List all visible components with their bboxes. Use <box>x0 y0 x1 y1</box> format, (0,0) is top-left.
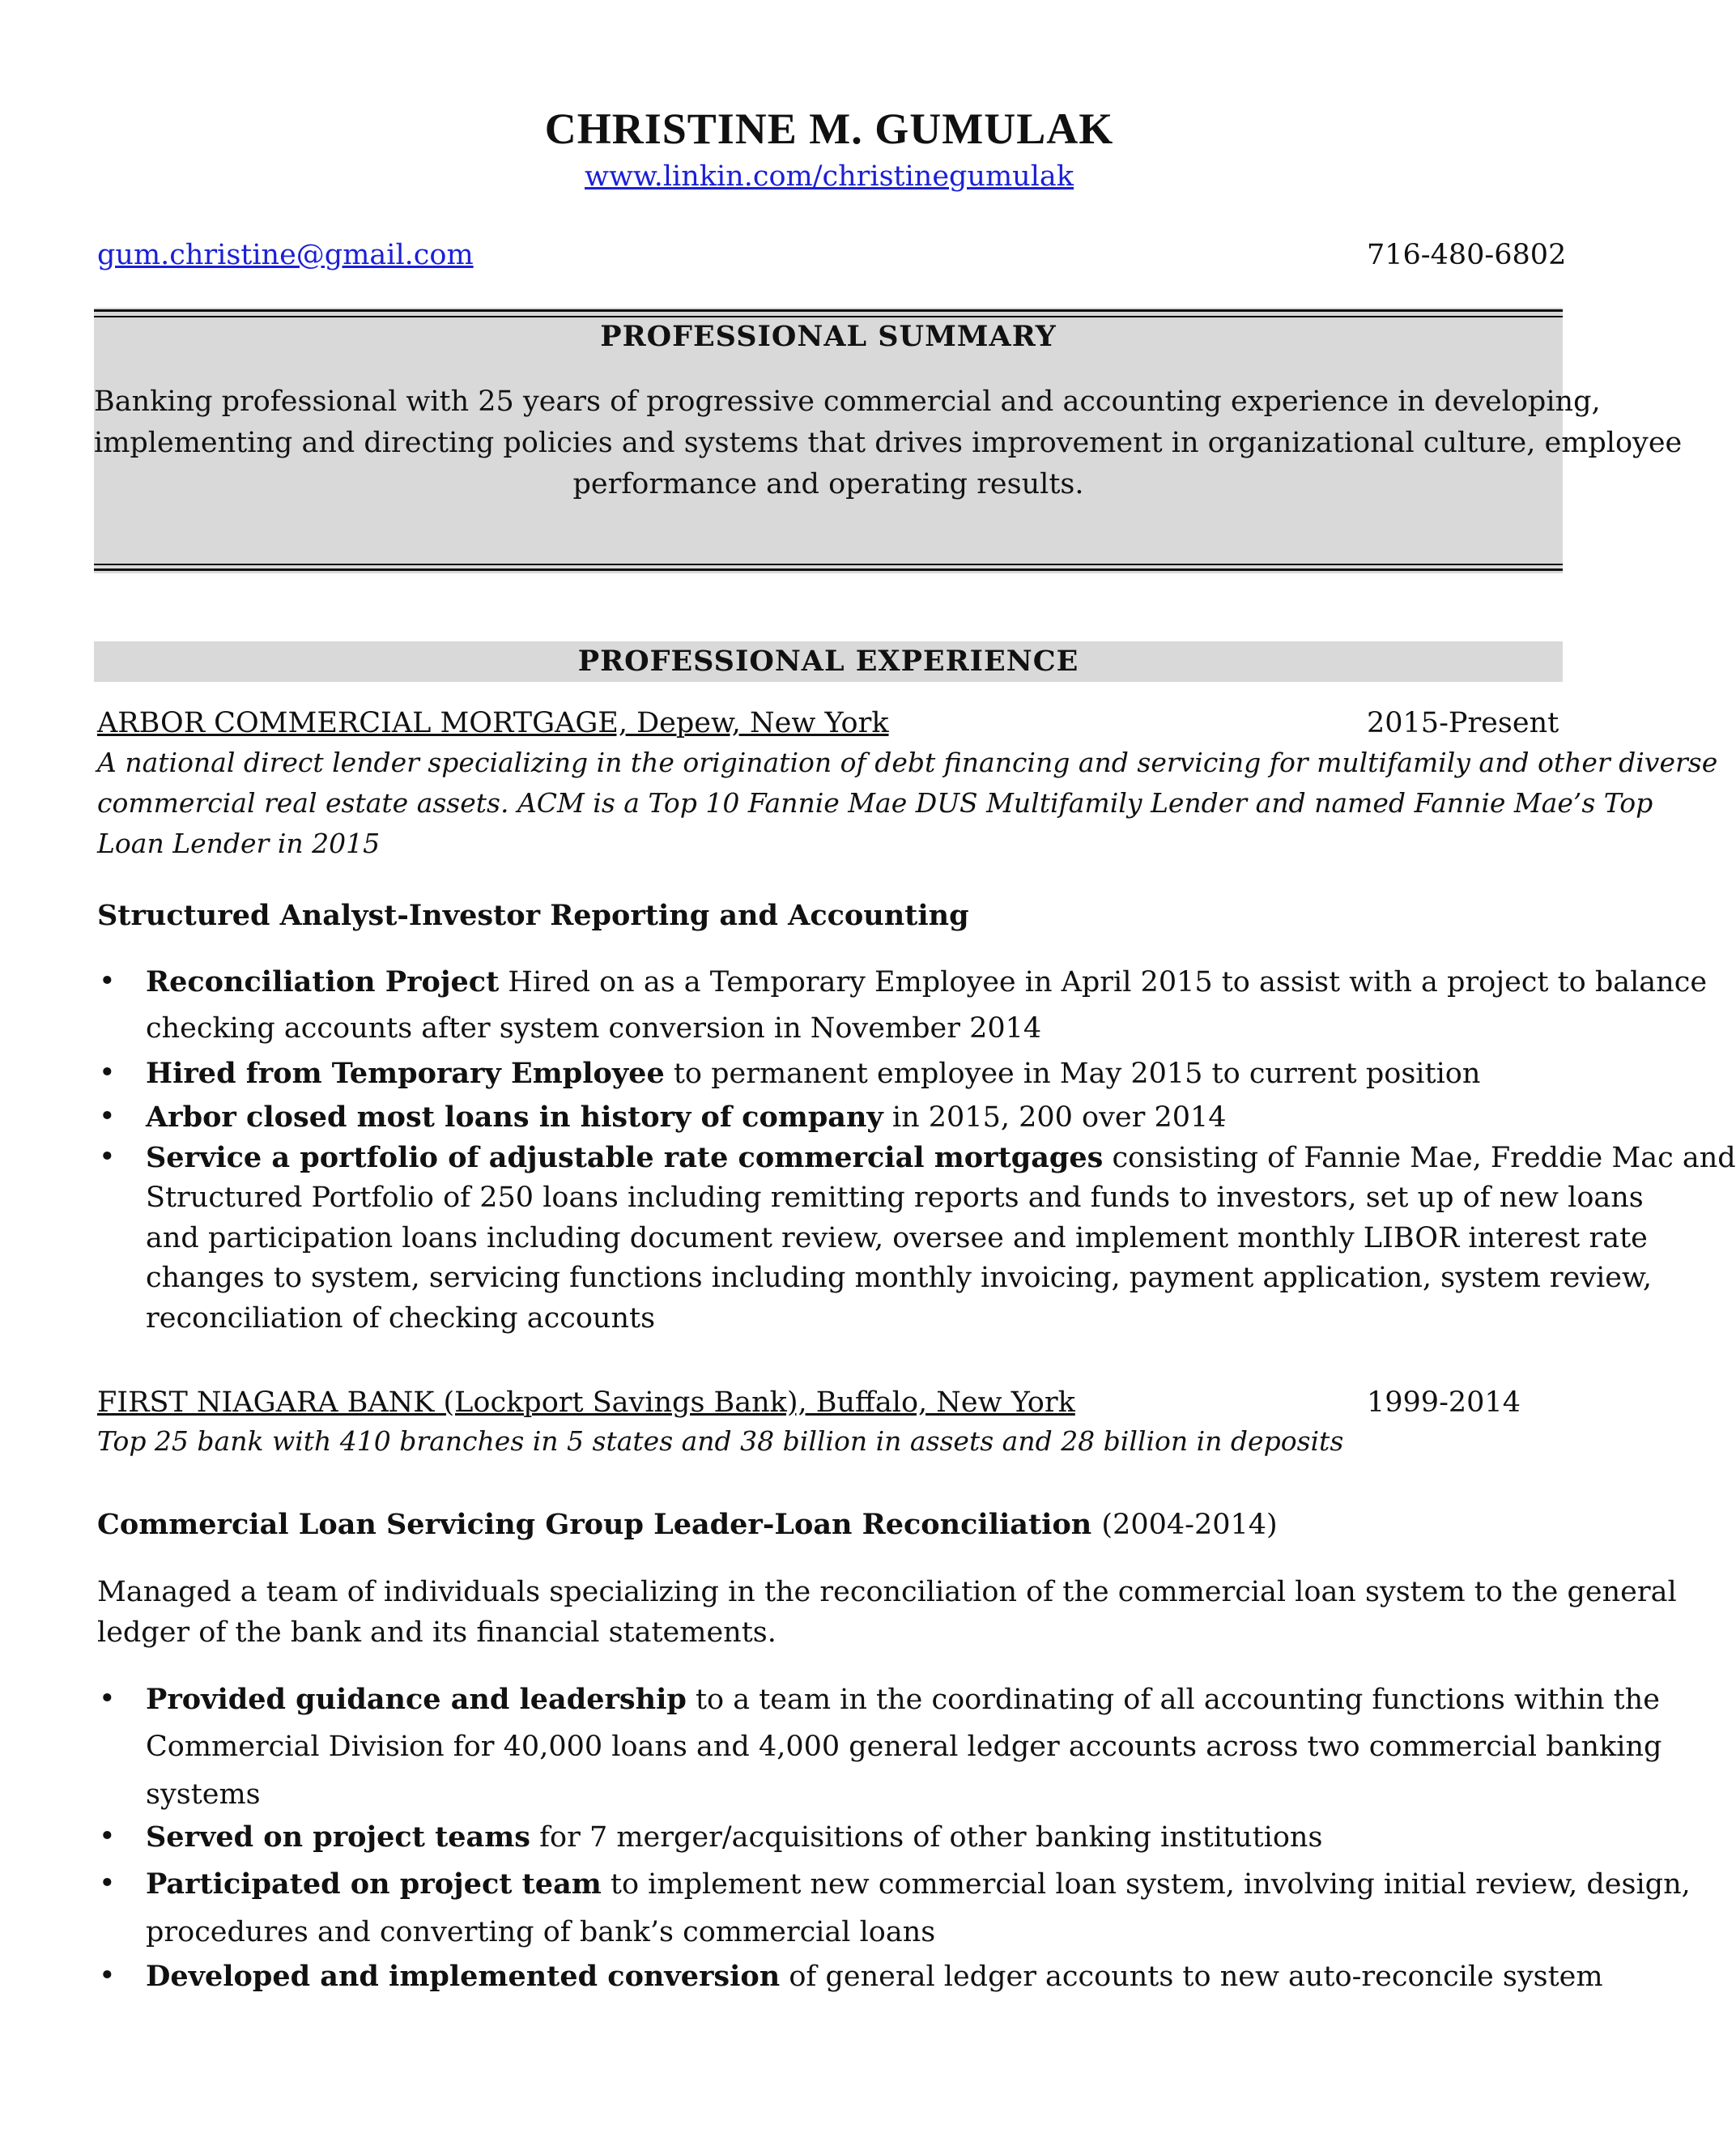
bullet-lead: Provided guidance and leadership <box>146 1683 687 1716</box>
bullet-lead: Developed and implemented conversion <box>146 1960 781 1993</box>
experience-heading: PROFESSIONAL EXPERIENCE <box>577 645 1079 678</box>
bullet-text <box>146 1820 1322 1854</box>
summary-top-rule-inner <box>94 316 1563 317</box>
bullet-continuation: reconciliation of checking accounts <box>146 1302 656 1335</box>
role-dates: (2004-2014) <box>1101 1509 1278 1541</box>
employer-name: FIRST NIAGARA BANK (Lockport Savings Bank), Buffalo, New York <box>97 1386 1075 1419</box>
bullet-icon: • <box>99 1820 116 1853</box>
bullet-continuation: systems <box>146 1778 261 1811</box>
summary-line: implementing and directing policies and systems that drives improvement in organizational culture, employee <box>94 427 1683 459</box>
summary-heading: PROFESSIONAL SUMMARY <box>600 320 1057 353</box>
bullet-lead: Arbor closed most loans in history of company <box>146 1101 883 1134</box>
bullet-continuation: changes to system, servicing functions including monthly invoicing, payment application, system review, <box>146 1262 1652 1294</box>
bullet-icon: • <box>99 1101 116 1133</box>
bullet-rest: consisting of Fannie Mae, Freddie Mac and <box>1103 1142 1736 1174</box>
linkedin-link[interactable]: www.linkin.com/christinegumulak <box>585 160 1074 193</box>
bullet-lead: Participated on project team <box>146 1867 602 1901</box>
employer-description-line: A national direct lender specializing in the origination of debt financing and servicing for multifamily and other diverse <box>97 747 1718 778</box>
bullet-text <box>146 1141 1736 1174</box>
bullet-continuation: Structured Portfolio of 250 loans including remitting reports and funds to investors, set up of new loans <box>146 1182 1644 1214</box>
employment-dates: 1999-2014 <box>1367 1386 1521 1419</box>
bullet-icon: • <box>99 1057 116 1089</box>
summary-bottom-rule <box>94 568 1563 571</box>
bullet-rest: in 2015, 200 over 2014 <box>891 1101 1227 1134</box>
role-intro-line: ledger of the bank and its financial statements. <box>97 1616 777 1649</box>
employment-dates: 2015-Present <box>1367 707 1559 739</box>
bullet-continuation: checking accounts after system conversion in November 2014 <box>146 1012 1042 1045</box>
phone-number: 716-480-6802 <box>1367 239 1567 271</box>
role-intro-line: Managed a team of individuals specializing in the reconciliation of the commercial loan system to the general <box>97 1576 1677 1608</box>
employer-description-line: Top 25 bank with 410 branches in 5 states and 38 billion in assets and 28 billion in deposits <box>97 1425 1344 1457</box>
summary-bottom-rule-inner <box>94 564 1563 565</box>
bullet-lead: Service a portfolio of adjustable rate commercial mortgages <box>146 1141 1104 1174</box>
candidate-name: CHRISTINE M. GUMULAK <box>544 104 1114 153</box>
job-role-title <box>97 1508 1278 1541</box>
bullet-rest: of general ledger accounts to new auto-reconcile system <box>780 1961 1603 1993</box>
bullet-icon: • <box>99 965 116 998</box>
summary-line: Banking professional with 25 years of progressive commercial and accounting experience in developing, <box>94 385 1601 418</box>
bullet-continuation: Commercial Division for 40,000 loans and 4,000 general ledger accounts across two commercial banking <box>146 1731 1662 1763</box>
summary-line: performance and operating results. <box>572 468 1084 500</box>
bullet-text <box>146 1683 1660 1716</box>
bullet-text <box>146 1101 1227 1134</box>
job-role-title: Structured Analyst-Investor Reporting and Accounting <box>97 899 969 932</box>
bullet-lead: Served on project teams <box>146 1820 530 1854</box>
bullet-rest: to a team in the coordinating of all accounting functions within the <box>686 1684 1660 1716</box>
bullet-lead: Reconciliation Project <box>146 965 500 998</box>
bullet-icon: • <box>99 1867 116 1900</box>
employer-description-line: commercial real estate assets. ACM is a Top 10 Fannie Mae DUS Multifamily Lender and named Fannie Mae’s Top <box>97 787 1653 819</box>
bullet-continuation: and participation loans including document review, oversee and implement monthly LIBOR interest rate <box>146 1222 1648 1254</box>
bullet-rest: to permanent employee in May 2015 to current position <box>664 1058 1481 1090</box>
summary-top-rule <box>94 309 1563 312</box>
bullet-rest: for 7 merger/acquisitions of other banking institutions <box>530 1821 1323 1854</box>
bullet-rest: to implement new commercial loan system, involving initial review, design, <box>601 1868 1691 1901</box>
bullet-text <box>146 1960 1603 1993</box>
bullet-icon: • <box>99 1141 116 1173</box>
employer-name: ARBOR COMMERCIAL MORTGAGE, Depew, New York <box>97 707 889 739</box>
email-link[interactable]: gum.christine@gmail.com <box>97 239 474 271</box>
employer-description-line: Loan Lender in 2015 <box>97 828 381 859</box>
bullet-continuation: procedures and converting of bank’s commercial loans <box>146 1916 936 1948</box>
role-name: Commercial Loan Servicing Group Leader-Loan Reconciliation <box>97 1508 1092 1541</box>
bullet-text <box>146 1867 1691 1901</box>
bullet-lead: Hired from Temporary Employee <box>146 1057 665 1090</box>
bullet-text <box>146 1057 1480 1090</box>
bullet-rest: Hired on as a Temporary Employee in April 2015 to assist with a project to balance <box>499 966 1708 998</box>
bullet-icon: • <box>99 1960 116 1992</box>
bullet-text <box>146 965 1707 998</box>
bullet-icon: • <box>99 1683 116 1715</box>
